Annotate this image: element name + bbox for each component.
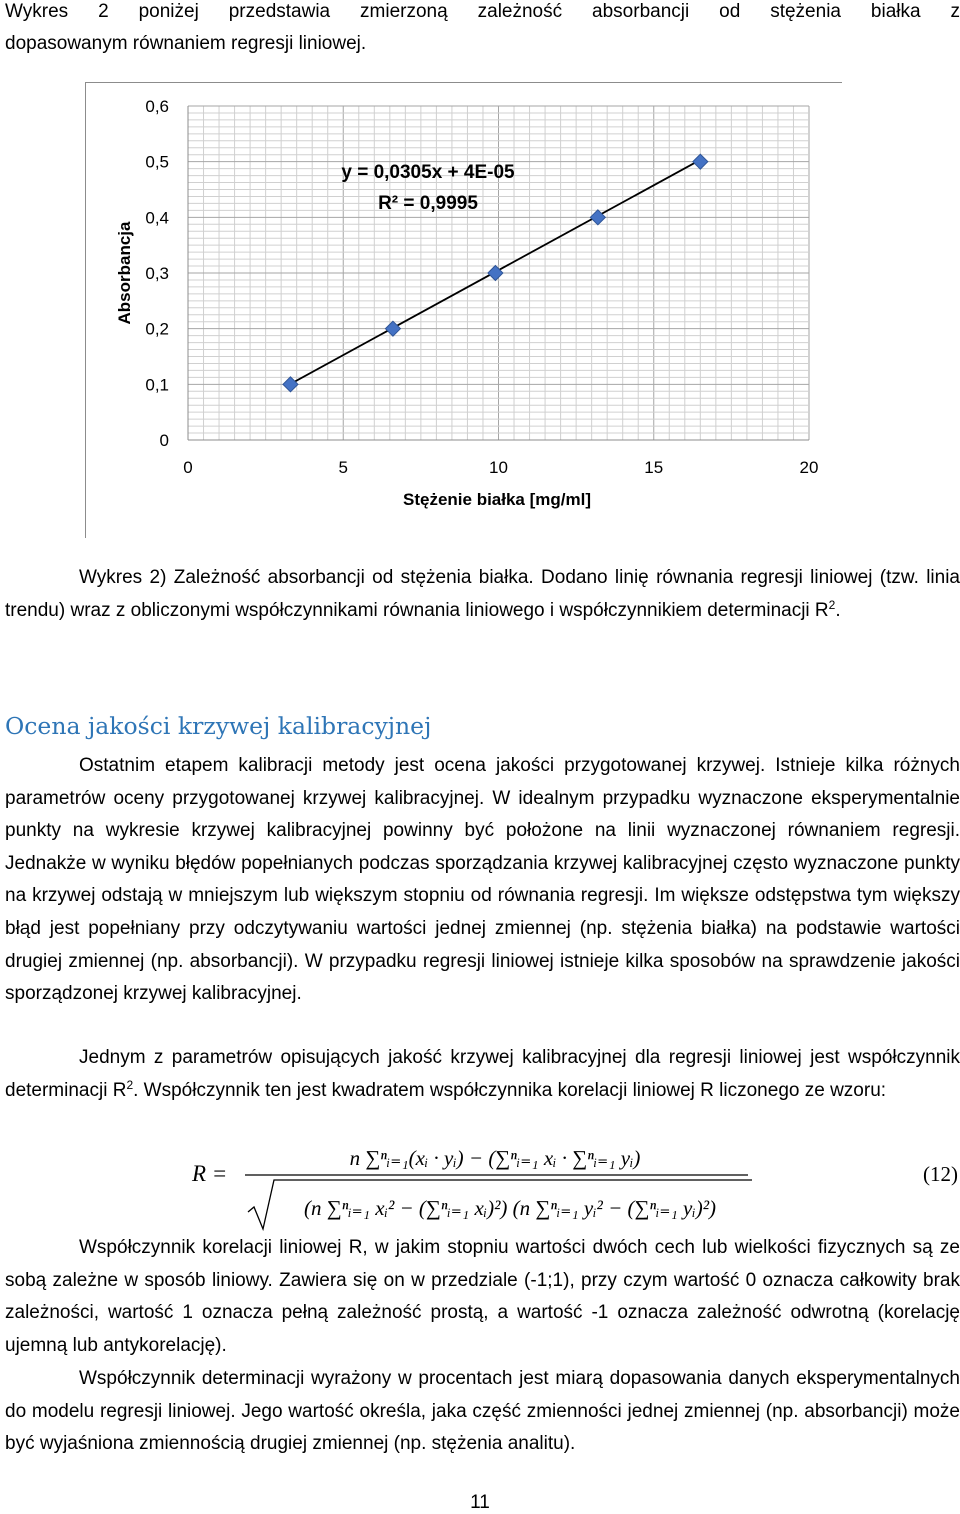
chart-frame [85,82,842,538]
page-number: 11 [470,1492,490,1513]
paragraph-2-text-b: . Współczynnik ten jest kwadratem współczynnika korelacji liniowej R liczonego ze wzoru: [133,1079,887,1101]
formula-svg [0,1135,960,1235]
x-tick-label: 5 [338,458,348,477]
chart-y-axis-title: Absorbancja [115,221,134,325]
y-tick-label: 0,1 [145,375,169,395]
caption-sup: 2 [828,597,836,612]
equation-number: (12) [923,1162,958,1186]
paragraph-2-sup: 2 [126,1077,134,1092]
intro-line-2: dopasowanym równaniem regresji liniowej. [5,33,367,54]
y-tick-label: 0,3 [145,264,169,283]
chart-caption [5,562,960,627]
chart-r-squared: R² = 0,9995 [378,193,478,214]
formula-denominator: (n ∑ⁿᵢ₌₁ xᵢ² − (∑ⁿᵢ₌₁ xᵢ)²) (n ∑ⁿᵢ₌₁ yᵢ² − (∑ⁿᵢ₌₁ yᵢ)²) [304,1196,716,1220]
x-tick-label: 0 [183,458,193,477]
section-heading: Ocena jakości krzywej kalibracyjnej [5,712,432,740]
chart-svg [86,83,843,539]
y-tick-label: 0,6 [145,97,169,116]
formula-numerator: n ∑ⁿᵢ₌₁(xᵢ · yᵢ) − (∑ⁿᵢ₌₁ xᵢ · ∑ⁿᵢ₌₁ yᵢ) [349,1146,641,1170]
y-tick-label: 0,4 [145,208,169,228]
paragraph-2-text-a: Jednym z parametrów opisujących jakość krzywej kalibracyjnej dla regresji liniowej jest współczynnik determinacji R [5,1047,960,1101]
x-tick-label: 15 [644,458,664,477]
formula-lhs: R = [192,1161,228,1186]
paragraph-4: Współczynnik determinacji wyrażony w procentach jest miarą dopasowania danych eksperymentalnych do modelu regresji liniowej. Jego wartość określa, jaka część zmienności jednej zmiennej (np. absorbancji) może być wyjaśniona zmiennością drugiej zmiennej (np. stężenia analitu). [5,1368,960,1455]
y-tick-label: 0,2 [145,319,169,339]
paragraph-1: Ostatnim etapem kalibracji metody jest ocena jakości przygotowanej krzywej. Istnieje kilka różnych parametrów oceny przygotowanej krzywej kalibracyjnej. W idealnym przypadku wyznaczone eksperymentalnie punkty na wykresie krzywej kalibracyjnej powinny być położone na linii wyznaczonej równaniem regresji. Jednakże w wyniku błędów popełnianych podczas sporządzania krzywej kalibracyjnej często wyznaczone punkty na krzywej odstają w mniejszym lub większym stopniu od równania regresji. Im większe odstępstwa tym większy błąd jest popełniany przy odczytywaniu wartości jednej zmiennej (np. stężenia białka) na podstawie wartości drugiej zmiennej (np. absorbancji). W przypadku regresji liniowej istnieje kilka sposobów na sprawdzenie jakości sporządzonej krzywej kalibracyjnej. [5,755,960,1005]
intro-line-1: Wykres 2 poniżej przedstawia zmierzoną zależność absorbancji od stężenia białka z [5,1,960,22]
paragraph-2 [5,1042,960,1107]
caption-end: . [835,599,841,621]
paragraph-3: Współczynnik korelacji liniowej R, w jakim stopniu wartości dwóch cech lub wielkości fizycznych są ze sobą zależne w sposób liniowy. Zawiera się on w przedziale (-1;1), przy czym wartość 0 oznacza całkowity brak zależności, wartość 1 oznacza pełną zależność prostą, a wartość -1 oznacza zależność odwrotną (korelację ujemną lub antykorelację). [5,1237,960,1356]
caption-text: Wykres 2) Zależność absorbancji od stężenia białka. Dodano linię równania regresji liniowej (tzw. linia trendu) wraz z obliczonymi współczynnikami równania liniowego i współczynnikiem determinacji R [5,567,960,621]
x-tick-label: 10 [489,458,508,477]
chart-equation: y = 0,0305x + 4E-05 [341,162,515,183]
y-tick-label: 0,5 [145,152,169,172]
y-tick-label: 0 [159,431,169,450]
x-tick-label: 20 [799,458,819,477]
chart-x-axis-title: Stężenie białka [mg/ml] [403,490,591,509]
correlation-formula [0,1135,960,1235]
